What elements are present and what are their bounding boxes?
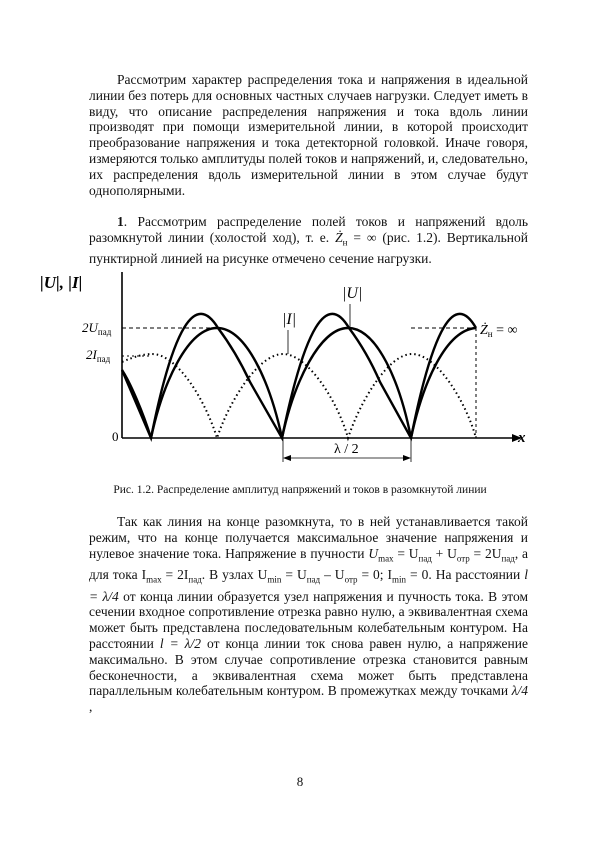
dim-label: λ / 2 [334, 442, 359, 457]
case-number: 1 [117, 214, 124, 229]
formula-half-wave: l = λ/2 [159, 635, 202, 651]
label-I: |I| [282, 311, 297, 328]
label-load: $Ż_н$ = ∞ [480, 323, 518, 339]
ytick-2U: $2U_{пад}$ [82, 320, 112, 337]
ytick-0: 0 [112, 429, 119, 444]
formula-quarter: λ/4 [511, 683, 528, 699]
axis-label-y: |U|, |I| [40, 273, 83, 292]
page-number: 8 [296, 774, 304, 789]
paragraph-intro: Рассмотрим характер распределения тока и напряжения в идеальной линии без потерь для основных частных случаев нагрузки. Следует иметь в виду, что описание распределения напряжения и тока вдоль линии производят при помощи измерительной линии, в которой происходит преобразование напряжения и тока детекторной головкой. Иначе говоря, измеряются только амплитуды полей токов и напряжений, и, следовательно, их распределения вдоль измерительной линии в этом случае будут однополярными. [89, 72, 528, 198]
dim-arrow-right [403, 455, 411, 461]
paragraph-explanation: Так как линия на конце разомкнута, то в ней устанавливается такой режим, что на конце получается максимальное значение напряжения и нулевое значение тока. Напряжение в пучности $U_{max} = U_{пад} + U_{отр} = 2U_{пад}$, а для тока $I_{max} = 2I_{пад}$. В узлах $U_{min} = U_{пад} - U_{отр} = 0$; $I_{min} = 0$. На расстоянии l = λ/4 от конца линии образуется узел напряжения и пучность тока. В этом сечении входное сопротивление отрезка равно нулю, а эквивалентная схема может быть представлена последовательным колебательным контуром. На расстоянии l = λ/2 от конца линии ток снова равен нулю, а напряжение максимально. В этом случае сопротивление отрезка становится равным бесконечности, а эквивалентная схема может быть представлена параллельным колебательным контуром. В промежутках между точками λ/4 , [89, 514, 528, 715]
series-voltage-arches [151, 328, 476, 438]
figure-standing-wave [0, 262, 600, 472]
axis-label-x: x [518, 430, 526, 446]
paragraph-case-1: 1. Рассмотрим распределение полей токов и напряжений вдоль разомкнутой линии (холостой ход), т. е. $Ż_н$ = ∞ (рис. 1.2). Вертикальной пунктирной линией на рисунке отмечено сечение нагрузки. [89, 214, 528, 267]
ytick-2I: $2I_{пад}$ [86, 347, 111, 364]
series-voltage-curve [122, 314, 476, 438]
dim-arrow-left [283, 455, 291, 461]
label-U: |U| [342, 285, 363, 302]
figure-caption: Рис. 1.2. Распределение амплитуд напряжений и токов в разомкнутой линии [113, 484, 487, 496]
formula-quarter-wave: l = λ/4 [89, 567, 528, 604]
